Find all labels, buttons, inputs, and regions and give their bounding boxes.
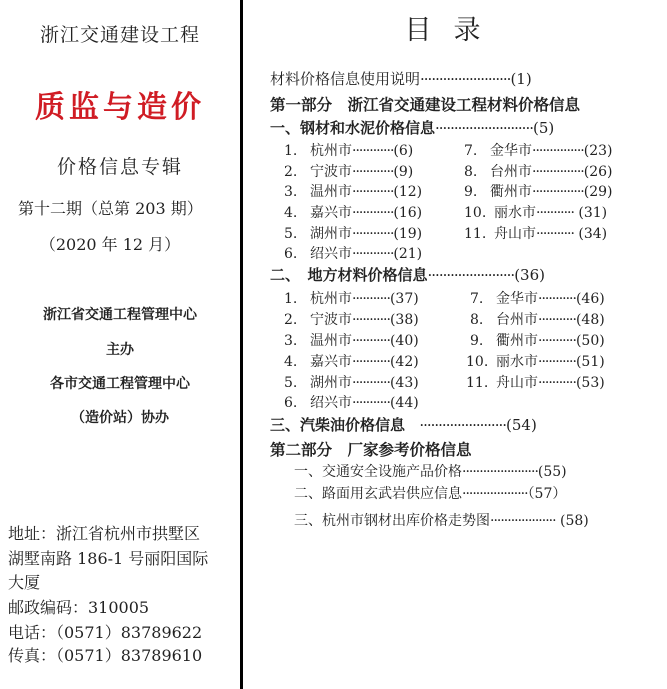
toc-item[interactable]: 11. 舟山市··········· (34): [464, 226, 608, 242]
toc-item[interactable]: 7. 金华市···············(23): [464, 143, 613, 159]
publication-title: 质监与造价: [35, 90, 205, 125]
phone: 电话：（0571）83789622: [8, 623, 203, 642]
address-line-3: 大厦: [8, 573, 41, 592]
panel-divider: [240, 0, 243, 689]
co-organizer: 各市交通工程管理中心: [50, 376, 190, 392]
toc-item[interactable]: 二、路面用玄武岩供应信息···················（57）: [294, 486, 567, 502]
publication-series: 浙江交通建设工程: [39, 24, 200, 46]
toc-item[interactable]: 9. 衢州市···············(29): [464, 184, 613, 200]
toc-item[interactable]: 9. 衢州市···········(50): [470, 333, 605, 349]
toc-item[interactable]: 7. 金华市···········(46): [470, 291, 605, 307]
toc-item[interactable]: 三、杭州市钢材出库价格走势图··················· (58): [294, 513, 589, 529]
issue-date: （2020 年 12 月）: [39, 235, 181, 254]
toc-section-1[interactable]: 一、钢材和水泥价格信息··························(5): [270, 119, 555, 137]
toc-item[interactable]: 2. 宁波市···········(38): [284, 312, 419, 328]
toc-item[interactable]: 6. 绍兴市···········(44): [284, 395, 419, 411]
toc-item[interactable]: 8. 台州市···········(48): [470, 312, 605, 328]
toc-item[interactable]: 1. 杭州市············(6): [284, 143, 414, 159]
toc-item[interactable]: 3. 温州市············(12): [284, 184, 423, 200]
toc-item[interactable]: 2. 宁波市············(9): [284, 164, 414, 180]
address-line-1: 地址：浙江省杭州市拱墅区: [8, 524, 201, 543]
organizer: 浙江省交通工程管理中心: [43, 307, 197, 323]
toc-section-3[interactable]: 三、汽柴油价格信息 ·······················(54): [270, 416, 537, 434]
co-organizer-role: （造价站）协办: [71, 410, 169, 426]
toc-item[interactable]: 一、交通安全设施产品价格······················(55): [294, 464, 567, 480]
toc-entry-intro[interactable]: 材料价格信息使用说明························(1): [270, 70, 532, 88]
toc-part-2[interactable]: 第二部分 厂家参考价格信息: [270, 441, 472, 459]
postcode: 邮政编码：310005: [8, 598, 150, 617]
address-line-2: 湖墅南路 186-1 号丽阳国际: [8, 549, 209, 568]
fax: 传真：（0571）83789610: [8, 646, 203, 665]
organizer-role: 主办: [106, 342, 134, 358]
toc-section-2[interactable]: 二、 地方材料价格信息·······················(36): [270, 266, 545, 284]
issue-number: 第十二期（总第 203 期）: [18, 199, 203, 218]
toc-item[interactable]: 5. 湖州市···········(43): [284, 375, 419, 391]
toc-item[interactable]: 11. 舟山市···········(53): [466, 375, 605, 391]
toc-item[interactable]: 10. 丽水市···········(51): [466, 354, 605, 370]
toc-item[interactable]: 3. 温州市···········(40): [284, 333, 419, 349]
toc-part-1[interactable]: 第一部分 浙江省交通建设工程材料价格信息: [270, 96, 581, 114]
toc-item[interactable]: 4. 嘉兴市············(16): [284, 205, 423, 221]
toc-item[interactable]: 4. 嘉兴市···········(42): [284, 354, 419, 370]
toc-heading: 目录: [404, 15, 503, 46]
toc-item[interactable]: 5. 湖州市············(19): [284, 226, 423, 242]
toc-item[interactable]: 6. 绍兴市············(21): [284, 246, 423, 262]
toc-item[interactable]: 8. 台州市···············(26): [464, 164, 613, 180]
toc-item[interactable]: 10. 丽水市··········· (31): [464, 205, 608, 221]
publication-subtitle: 价格信息专辑: [56, 156, 183, 178]
toc-item[interactable]: 1. 杭州市···········(37): [284, 291, 419, 307]
